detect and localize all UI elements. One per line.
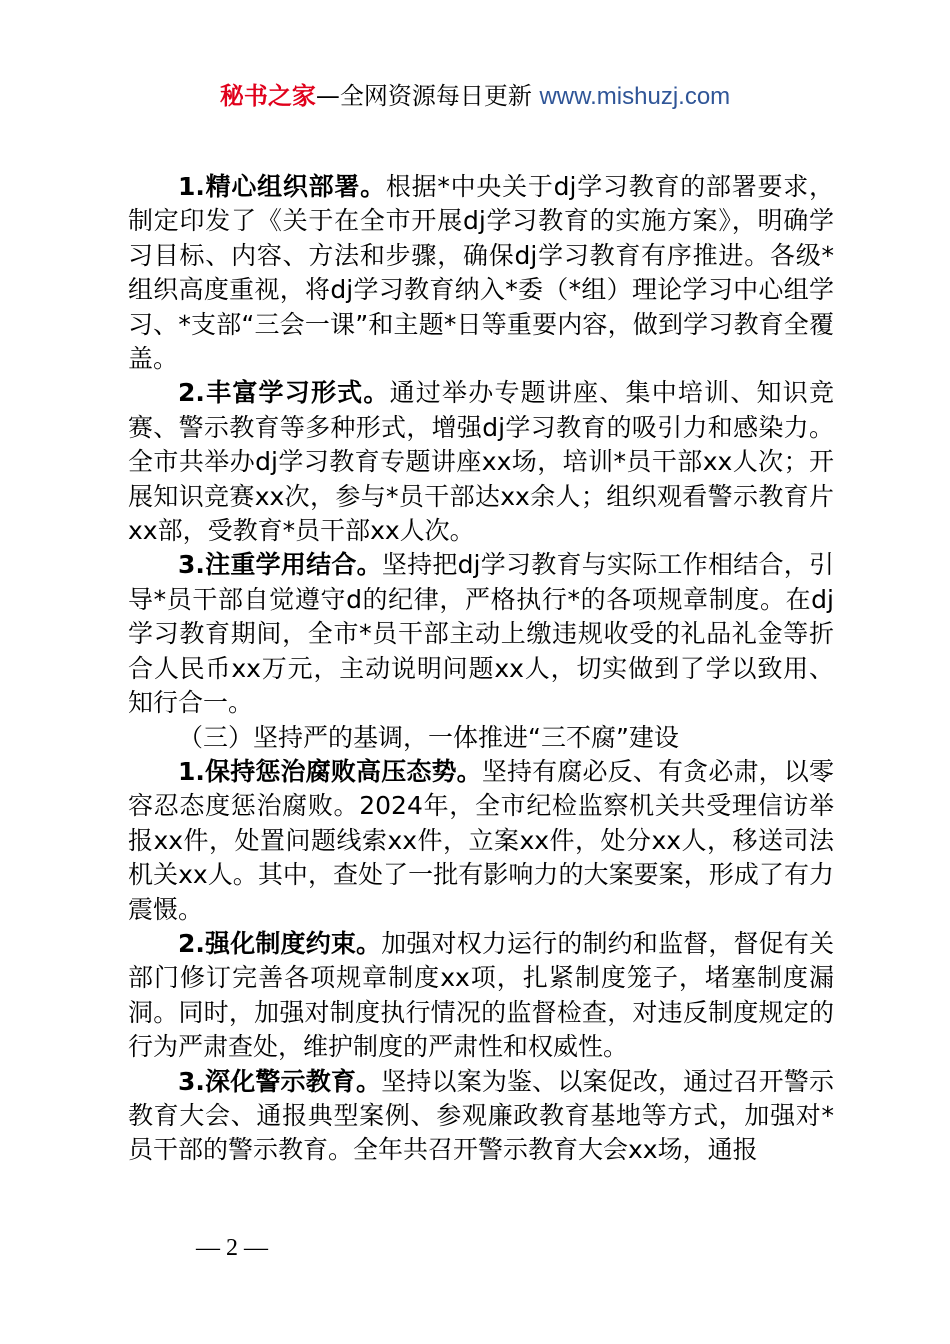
site-banner [0, 80, 950, 113]
paragraph-text: 坚持把dj学习教育与实际工作相结合，引导*员干部自觉遵守d的纪律，严格执行*的各项规章制度。在dj学习教育期间，全市*员干部主动上缴违规收受的礼品礼金等折合人民币xx万元，主动说明问题xx人，切实做到了学以致用、知行合一。 [128, 550, 834, 718]
paragraph-lead: 1.保持惩治腐败高压态势。 [178, 756, 482, 786]
page-number: — 2 — [196, 1235, 268, 1261]
paragraph-6 [128, 1065, 834, 1168]
paragraph-4 [128, 755, 834, 927]
section-heading-text: （三）坚持严的基调，一体推进“三不腐”建设 [178, 722, 679, 752]
paragraph-3 [128, 548, 834, 720]
paragraph-text: 加强对权力运行的制约和监督，督促有关部门修订完善各项规章制度xx项，扎紧制度笼子，堵塞制度漏洞。同时，加强对制度执行情况的监督检查，对违反制度规定的行为严肃查处，维护制度的严肃性和权威性。 [128, 928, 834, 1062]
paragraph-text: 坚持有腐必反、有贪必肃，以零容忍态度惩治腐败。2024年，全市纪检监察机关共受理信访举报xx件，处置问题线索xx件，立案xx件，处分xx人，移送司法机关xx人。其中，查处了一批有影响力的大案要案，形成了有力震慑。 [128, 756, 834, 924]
paragraph-1 [128, 170, 834, 376]
paragraph-lead: 3.注重学用结合。 [178, 550, 382, 580]
paragraph-lead: 2.强化制度约束。 [178, 928, 382, 958]
paragraph-text: 通过举办专题讲座、集中培训、知识竞赛、警示教育等多种形式，增强dj学习教育的吸引力和感染力。全市共举办dj学习教育专题讲座xx场，培训*员干部xx人次；开展知识竞赛xx次，参与*员干部达xx余人；组织观看警示教育片xx部，受教育*员干部xx人次。 [128, 378, 834, 546]
paragraph-2 [128, 376, 834, 548]
banner-brand: 秘书之家 [219, 82, 316, 110]
paragraph-text: 根据*中央关于dj学习教育的部署要求，制定印发了《关于在全市开展dj学习教育的实施方案》，明确学习目标、内容、方法和步骤，确保dj学习教育有序推进。各级*组织高度重视，将dj学习教育纳入*委（*组）理论学习中心组学习、*支部“三会一课”和主题*日等重要内容，做到学习教育全覆盖。 [128, 172, 834, 374]
paragraph-5 [128, 927, 834, 1065]
paragraph-lead: 1.精心组织部署。 [178, 172, 386, 201]
banner-tagline: —全网资源每日更新 [315, 82, 540, 110]
paragraph-text: 坚持以案为鉴、以案促改，通过召开警示教育大会、通报典型案例、参观廉政教育基地等方式，加强对*员干部的警示教育。全年共召开警示教育大会xx场，通报 [128, 1066, 834, 1165]
document-body [128, 170, 834, 1168]
paragraph-lead: 3.深化警示教育。 [178, 1066, 382, 1096]
section-heading [128, 721, 834, 755]
banner-url: www.mishuzj.com [539, 83, 731, 110]
paragraph-lead: 2.丰富学习形式。 [178, 378, 390, 408]
